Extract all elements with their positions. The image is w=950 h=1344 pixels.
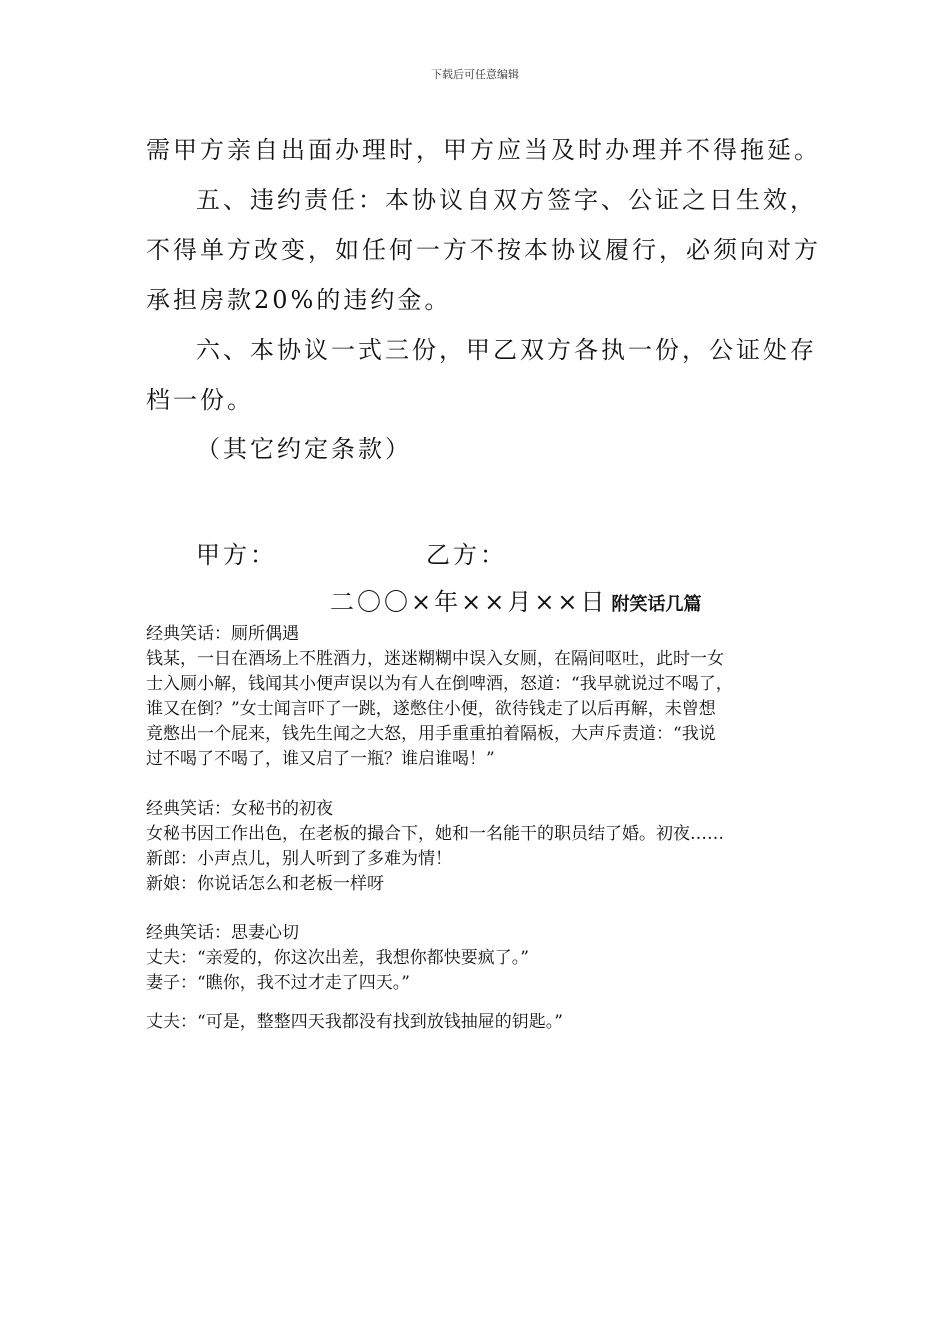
agreement-date: 二〇〇×年××月××日 [330,588,608,616]
joke-line: 竟憋出一个屁来，钱先生闻之大怒，用手重重拍着隔板，大声斥责道：“我说 [146,724,716,744]
agreement-line: 需甲方亲自出面办理时，甲方应当及时办理并不得拖延。 [146,136,821,164]
agreement-line: 承担房款20%的违约金。 [146,286,452,314]
joke-heading: 经典笑话：厕所偶遇 [146,624,299,644]
joke-line: 过不喝了不喝了，谁又启了一瓶？谁启谁喝！” [146,749,495,769]
joke-line: 新娘：你说话怎么和老板一样呀 [146,874,384,894]
agreement-line: 不得单方改变，如任何一方不按本协议履行，必须向对方 [146,236,821,264]
page-header: 下载后可任意编辑 [431,68,519,81]
joke-line: 新郎：小声点儿，别人听到了多难为情！ [146,849,452,869]
joke-line: 丈夫：“亲爱的，你这次出差，我想你都快要疯了。” [146,948,529,968]
agreement-line: （其它约定条款） [196,435,412,463]
date-line [330,582,702,617]
joke-line: 丈夫：“可是，整整四天我都没有找到放钱抽屉的钥匙。” [146,1012,563,1032]
joke-line: 妻子：“瞧你，我不过才走了四天。” [146,973,410,993]
joke-line: 钱某，一日在酒场上不胜酒力，迷迷糊糊中误入女厕，在隔间呕吐，此时一女 [146,649,724,669]
joke-line: 士入厕小解，钱闻其小便声误以为有人在倒啤酒，怒道：“我早就说过不喝了， [146,674,733,694]
party-b-label: 乙方： [426,541,507,569]
joke-line: 谁又在倒？”女士闻言吓了一跳，遂憋住小便，欲待钱走了以后再解，未曾想 [146,699,716,719]
joke-line: 女秘书因工作出色，在老板的撮合下，她和一名能干的职员结了婚。初夜…… [146,824,724,844]
joke-heading: 经典笑话：女秘书的初夜 [146,799,333,819]
joke-heading: 经典笑话：思妻心切 [146,923,299,943]
agreement-line: 档一份。 [146,386,254,414]
jokes-title: 附笑话几篇 [611,594,702,615]
agreement-line: 六、本协议一式三份，甲乙双方各执一份，公证处存 [196,336,817,364]
party-a-label: 甲方： [196,541,277,569]
agreement-line: 五、违约责任：本协议自双方签字、公证之日生效， [196,186,817,214]
